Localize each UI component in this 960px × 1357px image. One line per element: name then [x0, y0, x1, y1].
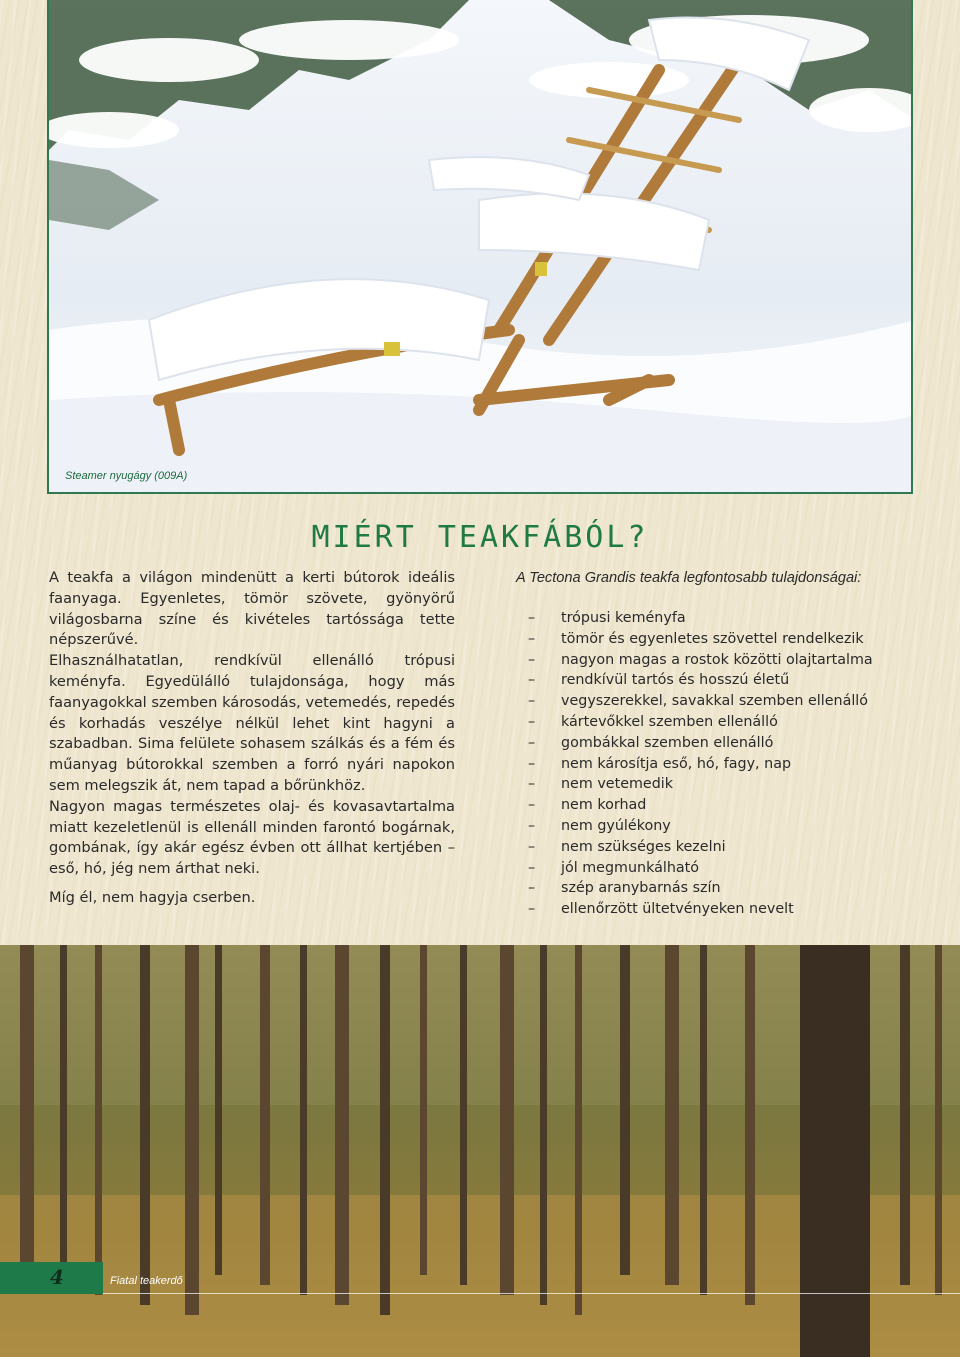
property-text: kártevőkkel szemben ellenálló — [561, 713, 778, 730]
tree-trunk — [20, 945, 34, 1275]
photo-caption: Steamer nyugágy (009A) — [65, 470, 188, 482]
property-text: gombákkal szemben ellenálló — [561, 734, 774, 751]
tree-trunk — [260, 945, 270, 1285]
durability-paragraph: Elhasználhatatlan, rendkívül ellenálló trópusi keményfa. Egyedülálló tulajdonsága, hogy más faanyagokkal szemben károsodás, vetemedés, repedés és korhadás veszélye nélkül lehet kint hagyni a szabadban. Sima felülete sohasem szálkás és a fém és műanyag bútorokkal szemben a forró nyári napokon sem melegszik át, nem tapad a bőrünkhöz. — [49, 652, 455, 794]
page-title: MIÉRT TEAKFÁBÓL? — [311, 520, 649, 555]
dash-bullet: – — [528, 797, 536, 814]
property-item — [516, 878, 936, 899]
property-item — [516, 670, 936, 691]
tree-trunk — [540, 945, 547, 1305]
tree-trunk — [185, 945, 199, 1315]
property-text: nem szükséges kezelni — [561, 838, 726, 855]
dash-bullet: – — [528, 610, 536, 626]
dash-bullet: – — [528, 838, 536, 855]
tree-trunk — [95, 945, 102, 1295]
page-number: 4 — [50, 1265, 64, 1289]
tree-trunk — [575, 945, 582, 1315]
dash-bullet: – — [528, 651, 536, 668]
tree-trunk — [700, 945, 707, 1295]
dash-bullet: – — [528, 859, 536, 876]
property-text: ellenőrzött ültetvényeken nevelt — [561, 901, 794, 918]
dash-bullet: – — [528, 693, 536, 710]
photo-young-teak-forest — [0, 945, 960, 1357]
property-text: jól megmunkálható — [561, 859, 700, 876]
property-text: szép aranybarnás szín — [561, 880, 721, 897]
property-text: nem gyúlékony — [561, 817, 671, 834]
dash-bullet: – — [528, 817, 536, 834]
intro-text-column — [49, 568, 455, 909]
tree-trunk — [460, 945, 467, 1285]
tree-trunk — [620, 945, 630, 1275]
intro-paragraph: A teakfa a világon mindenütt a kerti bútorok ideális faanyaga. Egyenletes, tömör szövete, gyönyörű világosbarna színe és kivételes tartóssága tette népszerűvé. — [49, 569, 455, 649]
property-item — [516, 816, 936, 837]
footer-divider — [103, 1293, 960, 1294]
property-item — [516, 837, 936, 858]
properties-heading: A Tectona Grandis teakfa legfontosabb tulajdonságai: — [516, 570, 862, 586]
closing-paragraph: Míg él, nem hagyja cserben. — [49, 888, 256, 906]
dash-bullet: – — [528, 630, 536, 647]
property-item — [516, 691, 936, 712]
property-text: tömör és egyenletes szövettel rendelkezik — [561, 630, 864, 647]
tree-trunk — [900, 945, 910, 1285]
property-item — [516, 608, 936, 629]
property-item — [516, 899, 936, 920]
tree-trunk — [380, 945, 390, 1315]
tree-trunk — [665, 945, 679, 1285]
tree-trunk — [140, 945, 150, 1305]
forest-illustration — [0, 945, 960, 1357]
tree-trunk — [300, 945, 307, 1295]
tree-trunk — [745, 945, 755, 1305]
property-item — [516, 629, 936, 650]
dash-bullet: – — [528, 734, 536, 751]
tree-trunk — [215, 945, 222, 1275]
properties-list — [516, 608, 936, 920]
properties-column — [516, 570, 936, 920]
property-item — [516, 712, 936, 733]
property-text: vegyszerekkel, savakkal szemben ellenálló — [561, 693, 869, 710]
dash-bullet: – — [528, 672, 536, 689]
tree-trunk — [60, 945, 67, 1285]
resistance-paragraph: Nagyon magas természetes olaj- és kovasavtartalma miatt kezeletlenül is ellenáll minden farontó bogárnak, gombának, így akár egész évben ott állhat kertjében – eső, hó, jég nem árthat neki. — [49, 797, 455, 878]
dash-bullet: – — [528, 901, 536, 918]
dash-bullet: – — [528, 880, 536, 897]
tree-trunk — [500, 945, 514, 1295]
tree-trunk — [935, 945, 942, 1295]
property-text: nem korhad — [561, 797, 647, 814]
property-text: nem vetemedik — [561, 776, 674, 793]
property-item — [516, 795, 936, 816]
photo-snowy-deck-chair — [47, 0, 913, 494]
tree-trunk — [420, 945, 427, 1275]
property-item — [516, 754, 936, 775]
property-text: rendkívül tartós és hosszú életű — [561, 672, 790, 689]
property-item — [516, 858, 936, 879]
tree-trunk — [335, 945, 349, 1305]
property-item — [516, 774, 936, 795]
property-text: nagyon magas a rostok közötti olajtartalma — [561, 651, 873, 668]
footer-section-label: Fiatal teakerdő — [110, 1275, 183, 1287]
dash-bullet: – — [528, 713, 536, 730]
dash-bullet: – — [528, 776, 536, 793]
property-item — [516, 650, 936, 671]
snow-scene-illustration — [49, 0, 913, 494]
property-item — [516, 733, 936, 754]
tree-trunk-foreground — [800, 945, 870, 1357]
dash-bullet: – — [528, 755, 536, 772]
property-text: nem károsítja eső, hó, fagy, nap — [561, 755, 792, 772]
property-text: trópusi keményfa — [561, 610, 686, 626]
